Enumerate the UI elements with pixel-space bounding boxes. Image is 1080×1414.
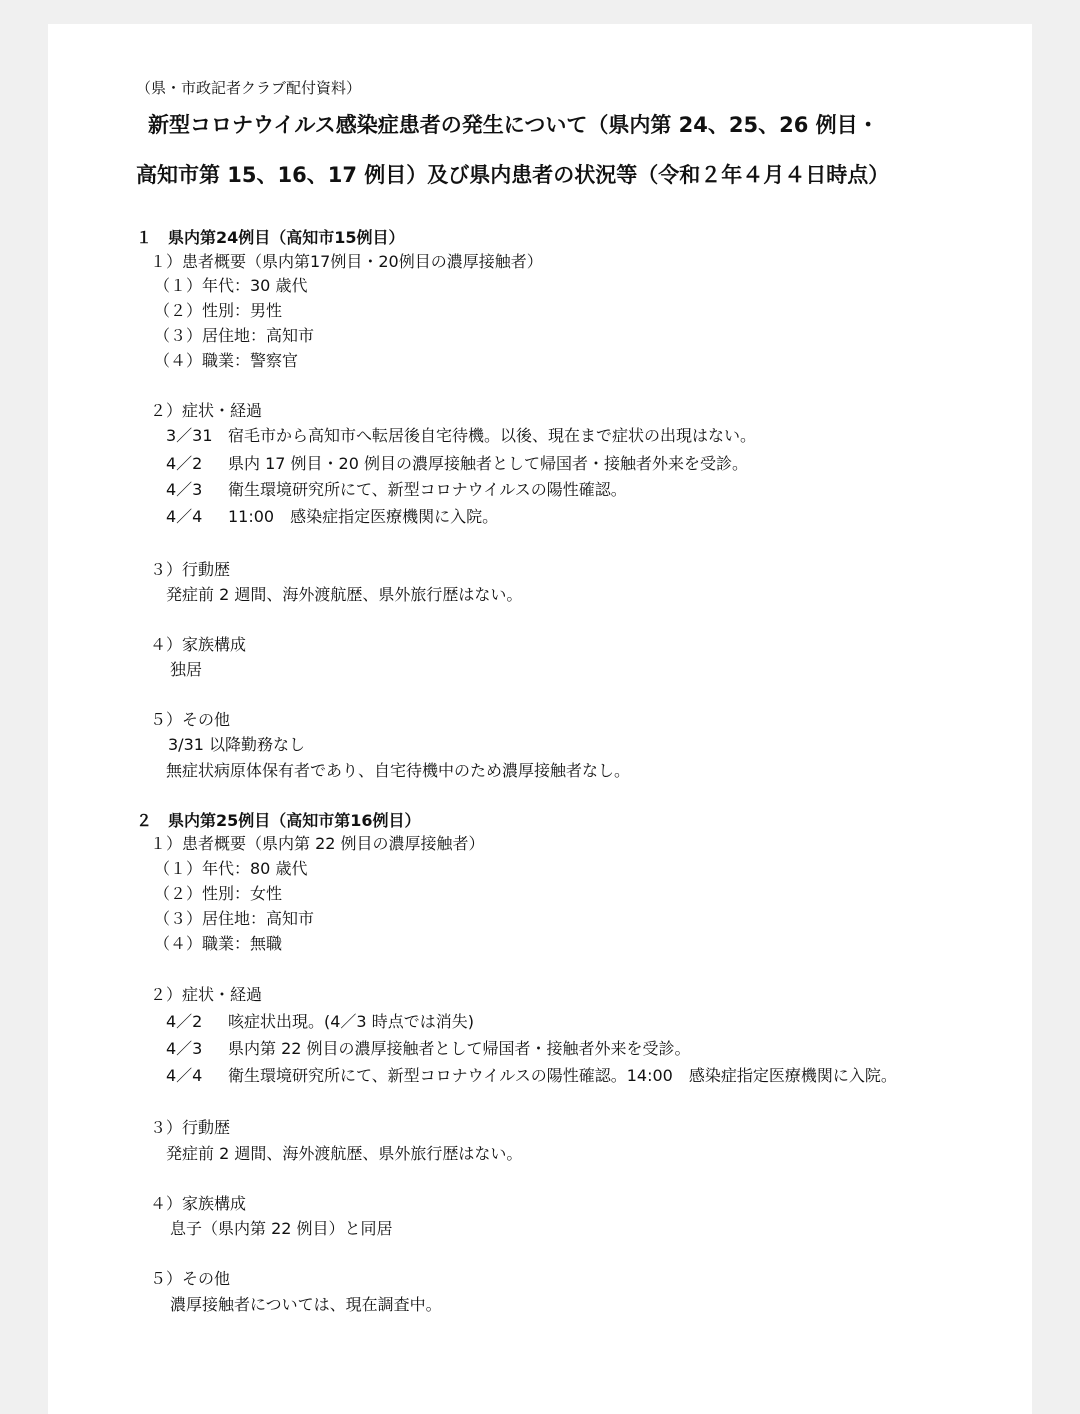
case1-history-text: 発症前 2 週間、海外渡航歴、県外旅行歴はない。 bbox=[166, 585, 523, 604]
case2-overview-heading: １）患者概要（県内第 22 例目の濃厚接触者） bbox=[150, 834, 485, 853]
case1-symptoms-heading: ２）症状・経過 bbox=[150, 401, 263, 420]
case1-other-line: 無症状病原体保有者であり、自宅待機中のため濃厚接触者なし。 bbox=[166, 761, 631, 780]
case2-timeline-date: 4／2 bbox=[166, 1012, 203, 1031]
case2-timeline-date: 4／4 bbox=[166, 1066, 203, 1085]
case1-overview-heading: １）患者概要（県内第17例目・20例目の濃厚接触者） bbox=[150, 252, 543, 271]
case2-history-heading: ３）行動歴 bbox=[150, 1118, 231, 1137]
case2-timeline-text: 衛生環境研究所にて、新型コロナウイルスの陽性確認。14:00 感染症指定医療機関に入院。 bbox=[228, 1066, 897, 1085]
case1-timeline-text: 県内 17 例目・20 例目の濃厚接触者として帰国者・接触者外来を受診。 bbox=[228, 454, 748, 473]
case2-other-line: 濃厚接触者については、現在調査中。 bbox=[170, 1295, 442, 1314]
case2-residence: （３）居住地：高知市 bbox=[154, 909, 315, 928]
case1-family-text: 独居 bbox=[170, 660, 203, 679]
case2-family-text: 息子（県内第 22 例目）と同居 bbox=[170, 1219, 393, 1238]
case1-timeline-date: 4／4 bbox=[166, 507, 203, 526]
case1-timeline-text: 宿毛市から高知市へ転居後自宅待機。以後、現在まで症状の出現はない。 bbox=[228, 426, 757, 445]
distribution-note: （県・市政記者クラブ配付資料） bbox=[136, 79, 362, 97]
title-line-1: 新型コロナウイルス感染症患者の発生について（県内第 24、25、26 例目・ bbox=[148, 113, 879, 137]
case2-sex: （２）性別：女性 bbox=[154, 884, 283, 903]
case1-occupation: （４）職業：警察官 bbox=[154, 351, 299, 370]
case2-timeline-text: 咳症状出現。(4／3 時点では消失) bbox=[228, 1012, 474, 1031]
case1-heading: １ 県内第24例目（高知市15例目） bbox=[136, 228, 405, 247]
title-line-2: 高知市第 15、16、17 例目）及び県内患者の状況等（令和２年４月４日時点） bbox=[136, 163, 890, 187]
document-page bbox=[48, 24, 1032, 1414]
case1-timeline-date: 3／31 bbox=[166, 426, 213, 445]
case2-heading: ２ 県内第25例目（高知市第16例目） bbox=[136, 811, 421, 830]
case2-timeline-text: 県内第 22 例目の濃厚接触者として帰国者・接触者外来を受診。 bbox=[228, 1039, 691, 1058]
case2-age: （１）年代：80 歳代 bbox=[154, 859, 308, 878]
case2-history-text: 発症前 2 週間、海外渡航歴、県外旅行歴はない。 bbox=[166, 1144, 523, 1163]
case1-sex: （２）性別：男性 bbox=[154, 301, 283, 320]
case1-residence: （３）居住地：高知市 bbox=[154, 326, 315, 345]
case1-timeline-text: 11:00 感染症指定医療機関に入院。 bbox=[228, 507, 499, 526]
case1-timeline-date: 4／3 bbox=[166, 480, 203, 499]
case2-symptoms-heading: ２）症状・経過 bbox=[150, 985, 263, 1004]
case1-other-heading: ５）その他 bbox=[150, 710, 231, 729]
case1-history-heading: ３）行動歴 bbox=[150, 560, 231, 579]
case2-other-heading: ５）その他 bbox=[150, 1269, 231, 1288]
case1-timeline-text: 衛生環境研究所にて、新型コロナウイルスの陽性確認。 bbox=[228, 480, 627, 499]
case2-timeline-date: 4／3 bbox=[166, 1039, 203, 1058]
case1-family-heading: ４）家族構成 bbox=[150, 635, 247, 654]
case2-family-heading: ４）家族構成 bbox=[150, 1194, 247, 1213]
case1-age: （１）年代：30 歳代 bbox=[154, 276, 308, 295]
case2-occupation: （４）職業：無職 bbox=[154, 934, 283, 953]
case1-other-line: 3/31 以降勤務なし bbox=[168, 735, 306, 754]
case1-timeline-date: 4／2 bbox=[166, 454, 203, 473]
